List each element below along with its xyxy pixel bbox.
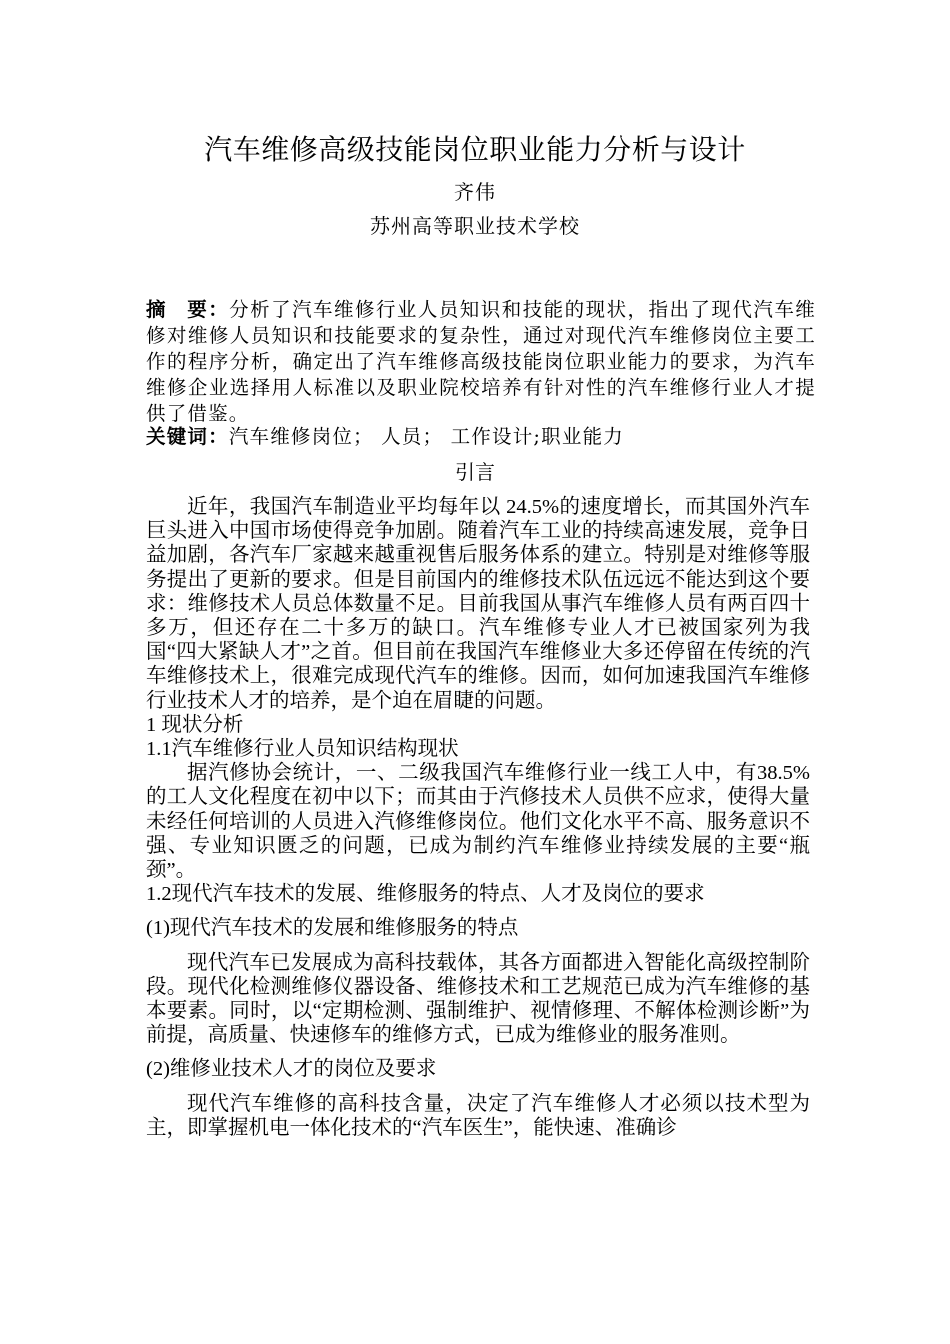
paragraph-sub-2: 现代汽车维修的高科技含量，决定了汽车维修人才必须以技术型为主，即掌握机电一体化技术的“汽车医生”，能快速、准确诊 [146,1092,810,1139]
paper-title: 汽车维修高级技能岗位职业能力分析与设计 [204,133,746,166]
body-text [146,495,810,1140]
keywords [146,424,816,450]
keywords-text: 汽车维修岗位； 人员； 工作设计;职业能力 [228,425,624,448]
subsection-heading-1-1: 1.1汽车维修行业人员知识结构现状 [146,738,459,761]
abstract-text: 分析了汽车维修行业人员知识和技能的现状，指出了现代汽车维修对维修人员知识和技能要求的复杂性，通过对现代汽车维修岗位主要工作的程序分析，确定出了汽车维修高级技能岗位职业能力的要求，为汽车维修企业选择用人标准以及职业院校培养有针对性的汽车维修行业人才提供了借鉴。 [146,298,816,425]
intro-paragraph: 近年，我国汽车制造业平均每年以 24.5%的速度增长，而其国外汽车巨头进入中国市场使得竞争加剧。随着汽车工业的持续高速发展，竞争日益加剧，各汽车厂家越来越重视售后服务体系的建立。特别是对维修等服务提出了更新的要求。但是目前国内的维修技术队伍远远不能达到这个要求：维修技术人员总体数量不足。目前我国从事汽车维修人员有两百四十多万，但还存在二十多万的缺口。汽车维修专业人才已被国家列为我国“四大紧缺人才”之首。但目前在我国汽车维修业大多还停留在传统的汽车维修技术上，很难完成现代汽车的维修。因而，如何加速我国汽车维修行业技术人才的培养，是个迫在眉睫的问题。 [146,496,810,712]
author-name: 齐伟 [454,180,496,204]
abstract-label [146,298,229,321]
paragraph-sub-1: 现代汽车已发展成为高科技载体，其各方面都进入智能化高级控制阶段。现代化检测维修仪器设备、维修技术和工艺规范已成为汽车维修的基本要素。同时，以“定期检测、强制维护、视情修理、不解体检测诊断”为前提，高质量、快速修车的维修方式，已成为维修业的服务准则。 [146,951,810,1047]
abstract-label-a: 摘 [146,298,167,321]
subsection-heading-1-2: 1.2现代汽车技术的发展、维修服务的特点、人才及岗位的要求 [146,883,705,906]
intro-heading: 引言 [455,460,495,484]
abstract-label-b: 要： [186,298,230,321]
section-heading-1: 1 现状分析 [146,713,244,736]
sub-heading-2: (2)维修业技术人才的岗位及要求 [146,1058,437,1081]
author-affiliation: 苏州高等职业技术学校 [370,214,580,238]
sub-heading-1: (1)现代汽车技术的发展和维修服务的特点 [146,917,519,940]
paragraph-1-1: 据汽修协会统计，一、二级我国汽车维修行业一线工人中，有38.5%的工人文化程度在初中以下；而其由于汽修技术人员供不应求，使得大量未经任何培训的人员进入汽修维修岗位。他们文化水平不高、服务意识不强、专业知识匮乏的问题，已成为制约汽车维修业持续发展的主要“瓶颈”。 [146,762,810,882]
abstract [146,297,816,427]
keywords-label: 关键词： [146,425,229,448]
